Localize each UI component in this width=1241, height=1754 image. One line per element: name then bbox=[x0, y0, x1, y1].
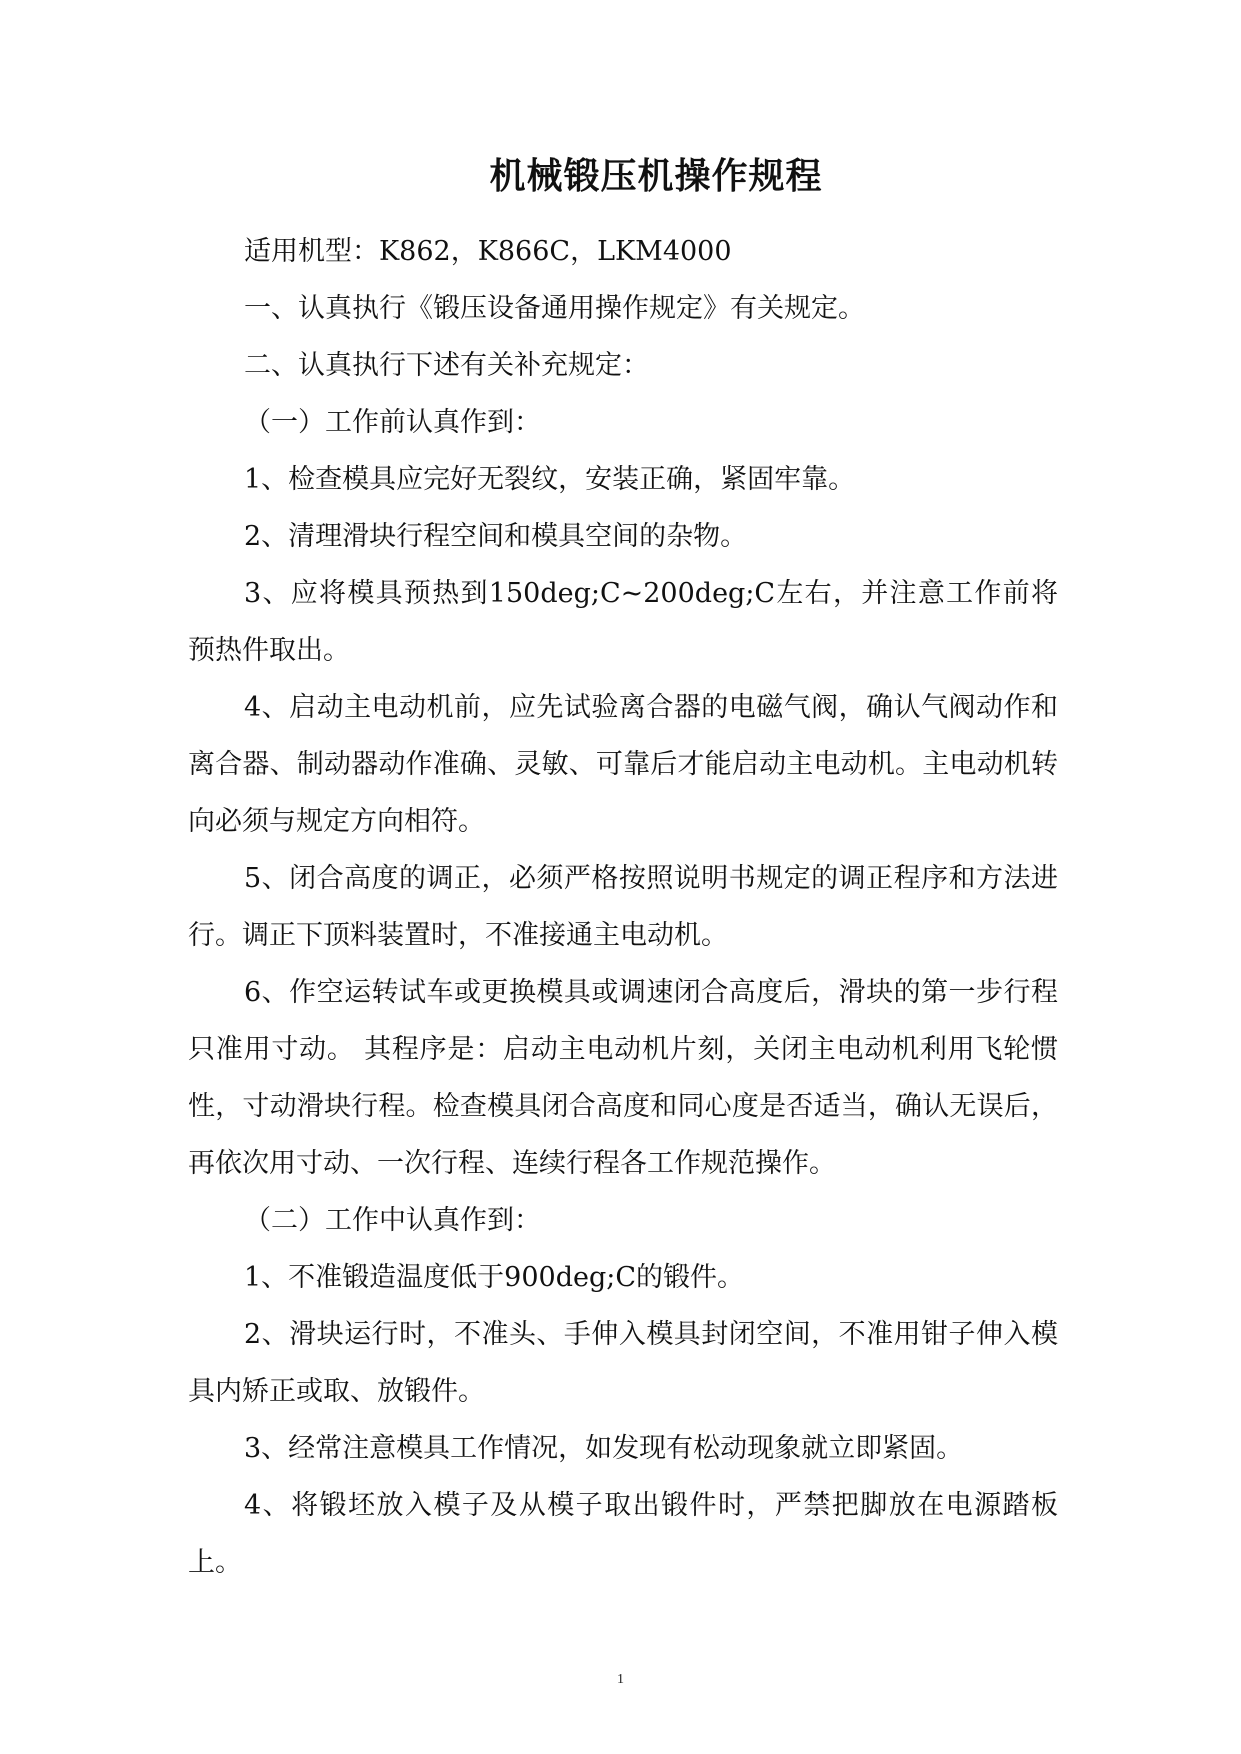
page-number: 1 bbox=[617, 1672, 624, 1687]
paragraph-subsection-before-work: （一）工作前认真作到： bbox=[244, 407, 541, 438]
paragraph-before-item-2: 2、清理滑块行程空间和模具空间的杂物。 bbox=[244, 521, 748, 552]
paragraph-section-1: 一、认真执行《锻压设备通用操作规定》有关规定。 bbox=[244, 293, 865, 324]
paragraph-before-item-1: 1、检查模具应完好无裂纹，安装正确，紧固牢靠。 bbox=[244, 464, 856, 495]
paragraph-subsection-during-work: （二）工作中认真作到： bbox=[244, 1205, 541, 1236]
paragraph-before-item-3: 3、应将模具预热到150deg;C~200deg;C左右，并注意工作前将预热件取出。 bbox=[188, 578, 1058, 666]
paragraph-before-item-4: 4、启动主电动机前，应先试验离合器的电磁气阀，确认气阀动作和离合器、制动器动作准确、灵敏、可靠后才能启动主电动机。主电动机转向必须与规定方向相符。 bbox=[188, 692, 1058, 837]
paragraph-before-item-5: 5、闭合高度的调正，必须严格按照说明书规定的调正程序和方法进行。调正下顶料装置时，不准接通主电动机。 bbox=[188, 863, 1058, 951]
document-body bbox=[188, 223, 1058, 1591]
paragraph-before-item-6: 6、作空运转试车或更换模具或调速闭合高度后，滑块的第一步行程只准用寸动。 其程序是：启动主电动机片刻，关闭主电动机利用飞轮惯性，寸动滑块行程。检查模具闭合高度和同心度是否适当，确认无误后，再依次用寸动、一次行程、连续行程各工作规范操作。 bbox=[188, 977, 1058, 1179]
document-title: 机械锻压机操作规程 bbox=[489, 156, 823, 197]
paragraph-during-item-1: 1、不准锻造温度低于900deg;C的锻件。 bbox=[244, 1262, 745, 1293]
paragraph-section-2: 二、认真执行下述有关补充规定： bbox=[244, 350, 649, 381]
paragraph-applicable-models: 适用机型：K862，K866C，LKM4000 bbox=[244, 236, 732, 267]
paragraph-during-item-4: 4、将锻坯放入模子及从模子取出锻件时，严禁把脚放在电源踏板上。 bbox=[188, 1490, 1058, 1578]
paragraph-during-item-3: 3、经常注意模具工作情况，如发现有松动现象就立即紧固。 bbox=[244, 1433, 964, 1464]
paragraph-during-item-2: 2、滑块运行时，不准头、手伸入模具封闭空间，不准用钳子伸入模具内矫正或取、放锻件。 bbox=[188, 1319, 1058, 1407]
